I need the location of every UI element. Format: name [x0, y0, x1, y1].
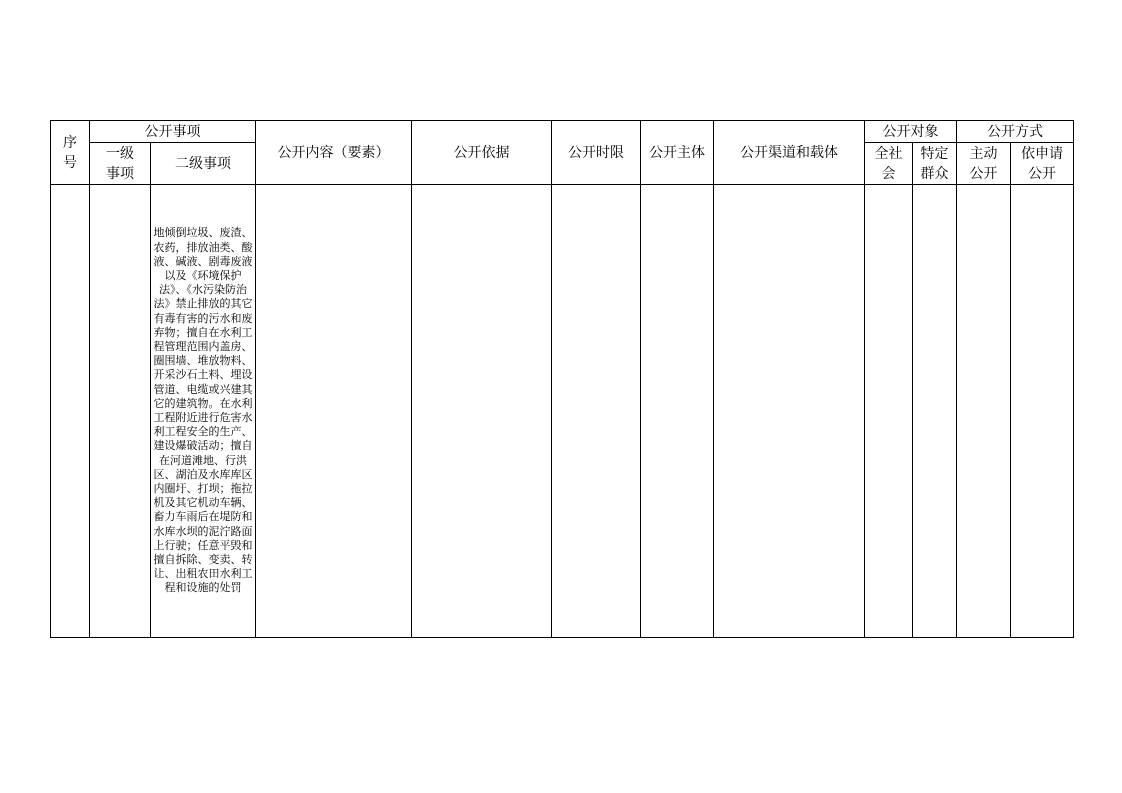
cell-target-all: [865, 185, 913, 638]
header-public-matters: 公开事项: [90, 121, 256, 143]
cell-level2: [151, 185, 256, 638]
disclosure-table: [50, 120, 1074, 638]
header-target: 公开对象: [865, 121, 957, 143]
table-row: [51, 185, 1074, 638]
header-method-request-line1: 依申请: [1021, 145, 1063, 162]
header-target-specific: [913, 143, 957, 185]
header-channel: 公开渠道和载体: [714, 121, 865, 185]
cell-level1: [90, 185, 151, 638]
header-method-active-line1: 主动: [969, 145, 998, 162]
header-seq-line2: 号: [63, 154, 77, 171]
cell-target-specific: [913, 185, 957, 638]
header-content: 公开内容（要素）: [256, 121, 412, 185]
header-method-request: [1011, 143, 1074, 185]
header-target-all: [865, 143, 913, 185]
cell-level2-text: 地倾倒垃圾、废渣、农药，排放油类、酸液、碱液、剧毒废液以及《环境保护法》、《水污染防治法》禁止排放的其它有毒有害的污水和废弃物；擅自在水利工程管理范围内盖房、圈围墙、堆放物料、开采沙石土料、埋设管道、电缆或兴建其它的建筑物。在水利工程附近进行危害水利工程安全的生产、建设爆破活动；擅自在河道滩地、行洪区、湖泊及水库库区内圈圩、打坝；拖拉机及其它机动车辆、畜力车雨后在堤防和水库水坝的泥泞路面上行驶；任意平毁和擅自拆除、变卖、转让、出租农田水利工程和设施的处罚: [153, 226, 253, 595]
header-method-active-line2: 公开: [969, 165, 998, 182]
header-target-specific-line2: 群众: [920, 165, 949, 182]
cell-method-request: [1011, 185, 1074, 638]
header-level1: [90, 143, 151, 185]
header-seq-line1: 序: [63, 134, 77, 151]
header-target-specific-line1: 特定: [920, 145, 949, 162]
header-seq: [51, 121, 90, 185]
header-level1-line1: 一级: [106, 145, 134, 162]
header-method-active: [957, 143, 1011, 185]
header-time-limit: 公开时限: [552, 121, 641, 185]
cell-method-active: [957, 185, 1011, 638]
header-basis: 公开依据: [412, 121, 552, 185]
cell-content: [256, 185, 412, 638]
header-level2: 二级事项: [151, 143, 256, 185]
header-method-request-line2: 公开: [1028, 165, 1056, 182]
cell-channel: [714, 185, 865, 638]
header-target-all-line1: 全社: [874, 145, 903, 162]
cell-time-limit: [552, 185, 641, 638]
header-level1-line2: 事项: [106, 165, 134, 182]
header-target-all-line2: 会: [881, 165, 896, 182]
header-subject: 公开主体: [641, 121, 714, 185]
header-row-top: [51, 121, 1074, 143]
cell-subject: [641, 185, 714, 638]
header-method: 公开方式: [957, 121, 1074, 143]
disclosure-table-sheet: [50, 120, 1074, 638]
cell-seq: [51, 185, 90, 638]
cell-basis: [412, 185, 552, 638]
